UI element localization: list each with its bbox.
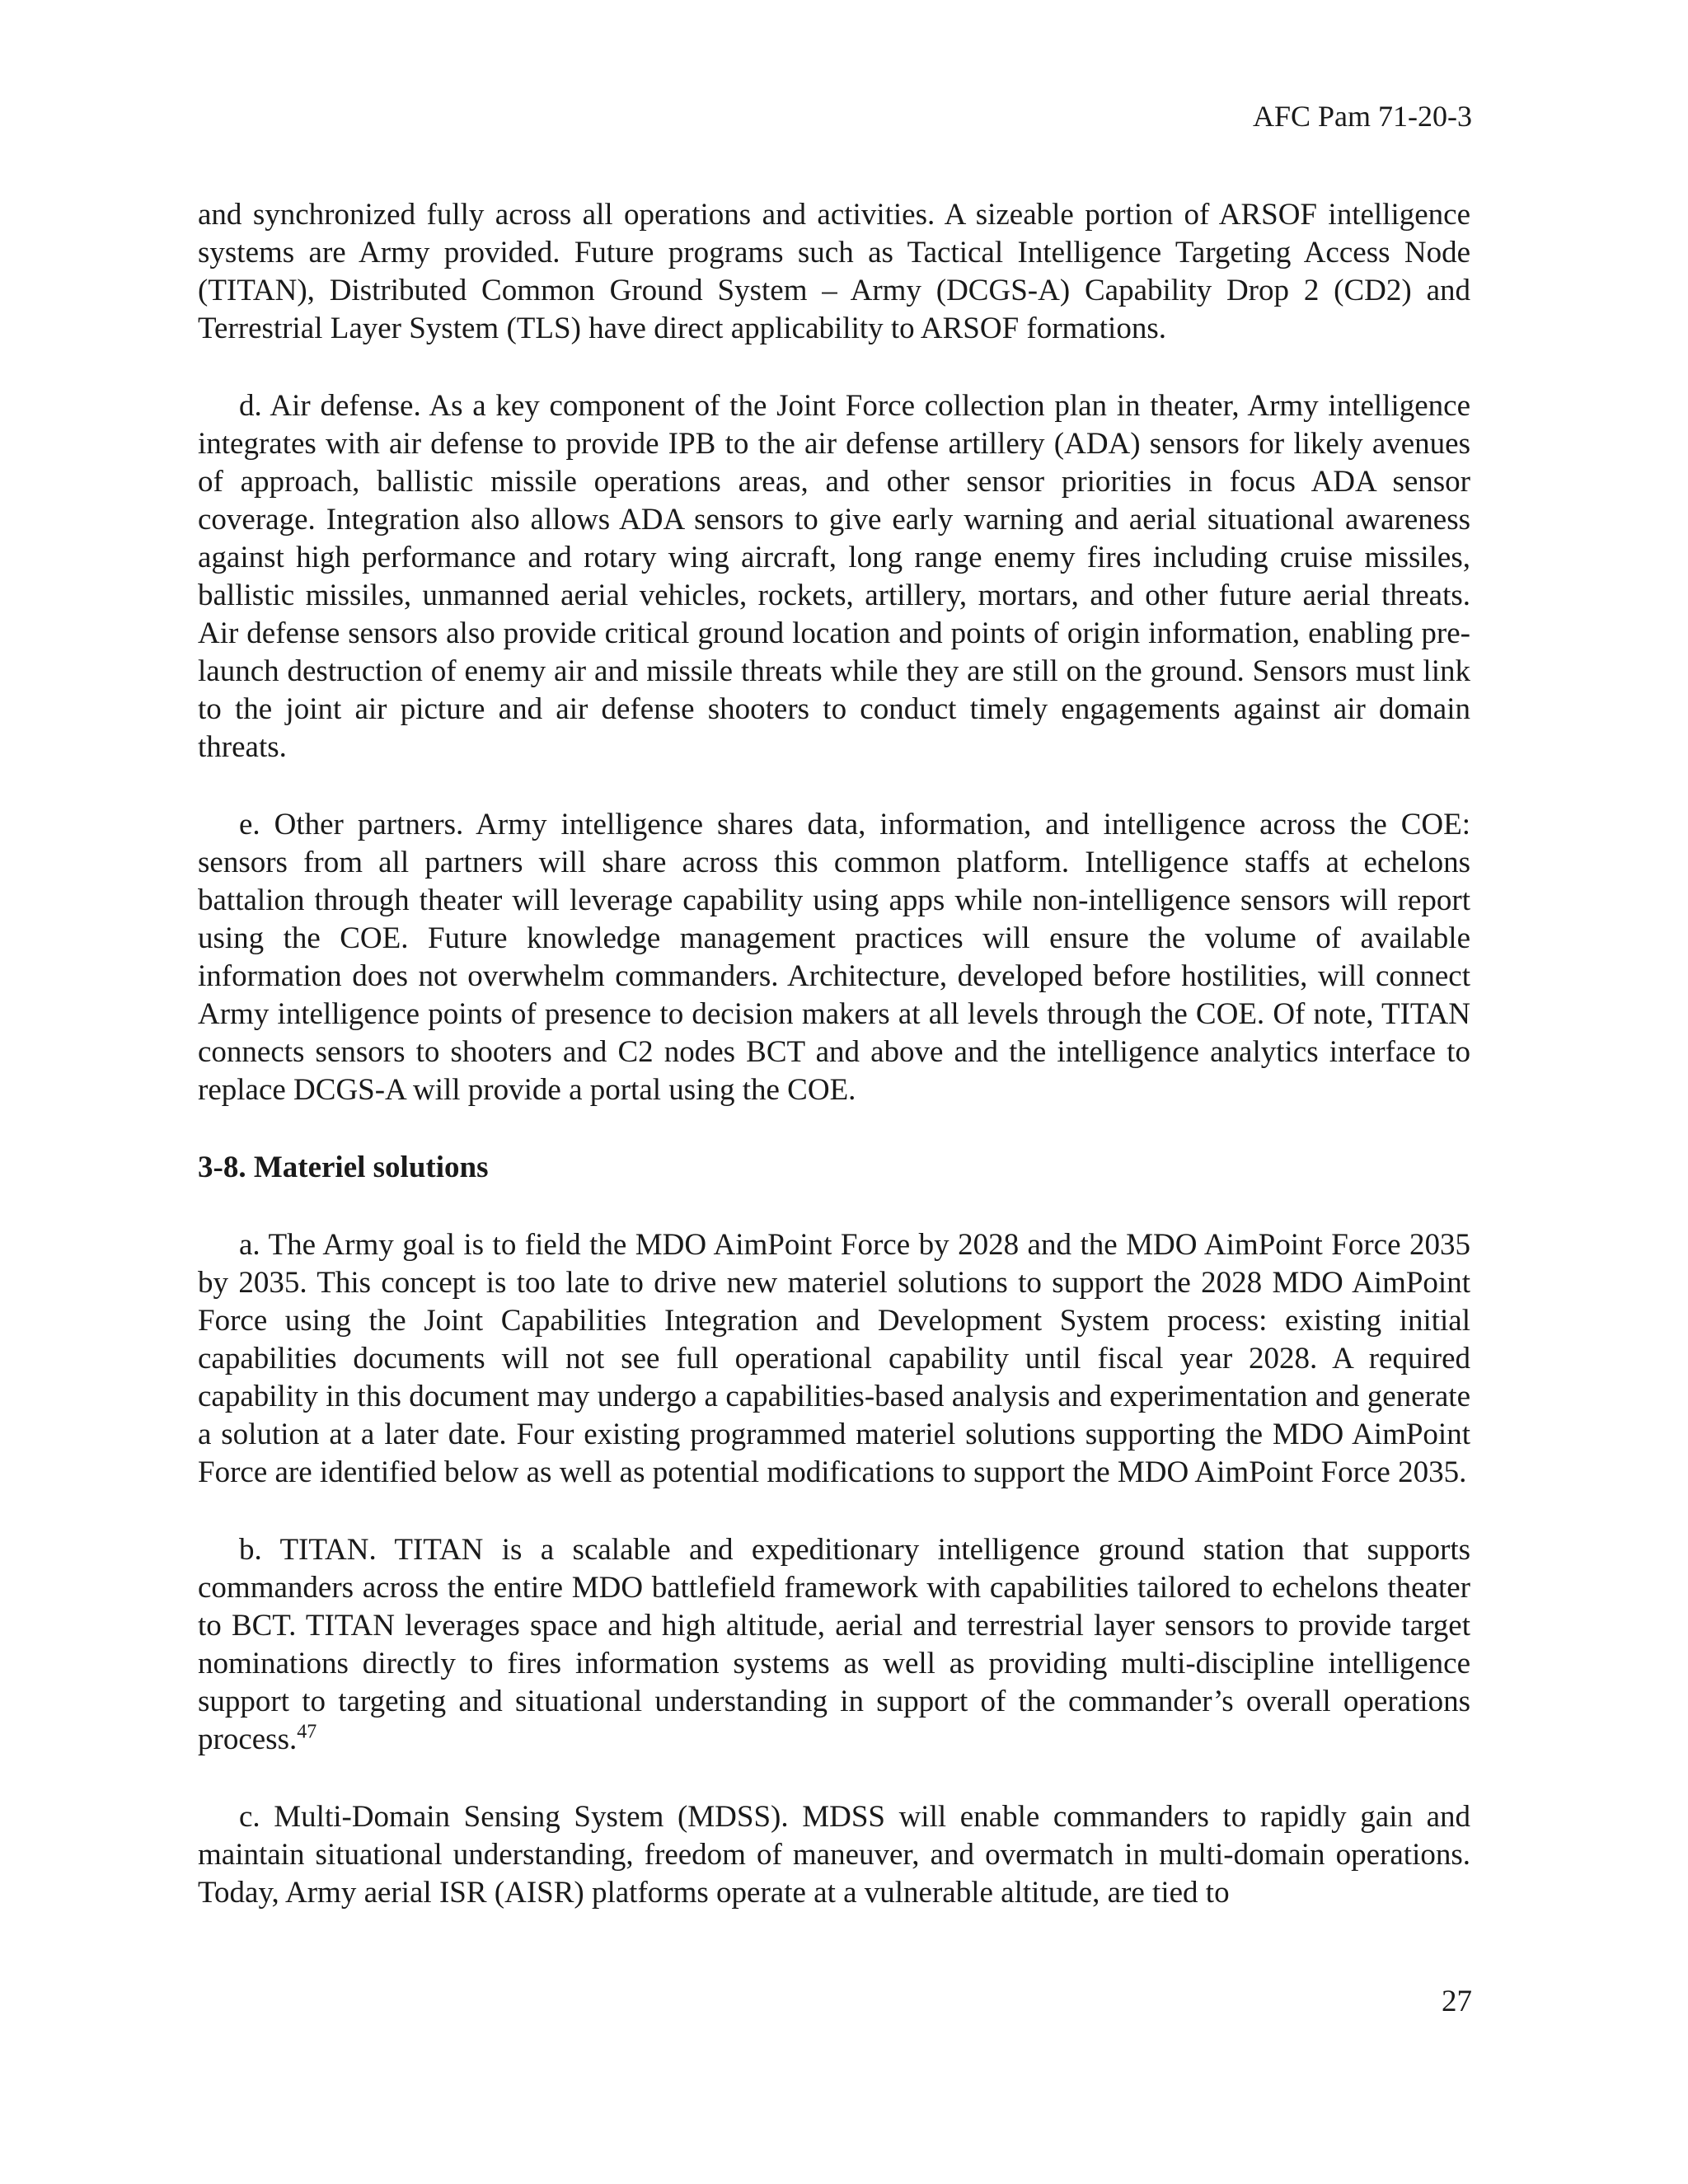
paragraph-a-army-goal: a. The Army goal is to field the MDO AimPoint Force by 2028 and the MDO AimPoint Force 2035 by 2035. This concept is too late to drive new materiel solutions to support the 2028 MDO AimPoint Force using the Joint Capabilities Integration and Development System process: existing initial capabilities documents will not see full operational capability until fiscal year 2028. A required capability in this document may undergo a capabilities-based analysis and experimentation and generate a solution at a later date. Four existing programmed materiel solutions supporting the MDO AimPoint Force are identified below as well as potential modifications to support the MDO AimPoint Force 2035.	[198, 1228, 1470, 1489]
footnote-reference[interactable]: 47	[297, 1721, 317, 1743]
section-heading-materiel-solutions: 3-8. Materiel solutions	[198, 1151, 489, 1184]
paragraph-d-air-defense: d. Air defense. As a key component of the Joint Force collection plan in theater, Army intelligence integrates with air defense to provide IPB to the air defense artillery (ADA) sensors for likely avenues of approach, ballistic missile operations areas, and other sensor priorities in focus ADA sensor coverage. Integration also allows ADA sensors to give early warning and aerial situational awareness against high performance and rotary wing aircraft, long range enemy fires including cruise missiles, ballistic missiles, unmanned aerial vehicles, rockets, artillery, mortars, and other future aerial threats. Air defense sensors also provide critical ground location and points of origin information, enabling pre-launch destruction of enemy air and missile threats while they are still on the ground. Sensors must link to the joint air picture and air defense shooters to conduct timely engagements against air domain threats.	[198, 389, 1470, 764]
document-id-header: AFC Pam 71-20-3	[1252, 100, 1472, 133]
page-number: 27	[1442, 1985, 1472, 2018]
paragraph-b-titan	[198, 1531, 1470, 1759]
page-body	[198, 196, 1470, 1952]
paragraph-c-mdss: c. Multi-Domain Sensing System (MDSS). MDSS will enable commanders to rapidly gain and maintain situational understanding, freedom of maneuver, and overmatch in multi-domain operations. Today, Army aerial ISR (AISR) platforms operate at a vulnerable altitude, are tied to	[198, 1800, 1470, 1910]
paragraph-b-titan-text: b. TITAN. TITAN is a scalable and expeditionary intelligence ground station that supports commanders across the entire MDO battlefield framework with capabilities tailored to echelons theater to BCT. TITAN leverages space and high altitude, aerial and terrestrial layer sensors to provide target nominations directly to fires information systems as well as providing multi-discipline intelligence support to targeting and situational understanding in support of the commander’s overall operations process.	[198, 1533, 1470, 1756]
paragraph-continuation: and synchronized fully across all operations and activities. A sizeable portion of ARSOF intelligence systems are Army provided. Future programs such as Tactical Intelligence Targeting Access Node (TITAN), Distributed Common Ground System – Army (DCGS-A) Capability Drop 2 (CD2) and Terrestrial Layer System (TLS) have direct applicability to ARSOF formations.	[198, 198, 1470, 345]
paragraph-e-other-partners: e. Other partners. Army intelligence shares data, information, and intelligence across the COE: sensors from all partners will share across this common platform. Intelligence staffs at echelons battalion through theater will leverage capability using apps while non-intelligence sensors will report using the COE. Future knowledge management practices will ensure the volume of available information does not overwhelm commanders. Architecture, developed before hostilities, will connect Army intelligence points of presence to decision makers at all levels through the COE. Of note, TITAN connects sensors to shooters and C2 nodes BCT and above and the intelligence analytics interface to replace DCGS-A will provide a portal using the COE.	[198, 808, 1470, 1107]
